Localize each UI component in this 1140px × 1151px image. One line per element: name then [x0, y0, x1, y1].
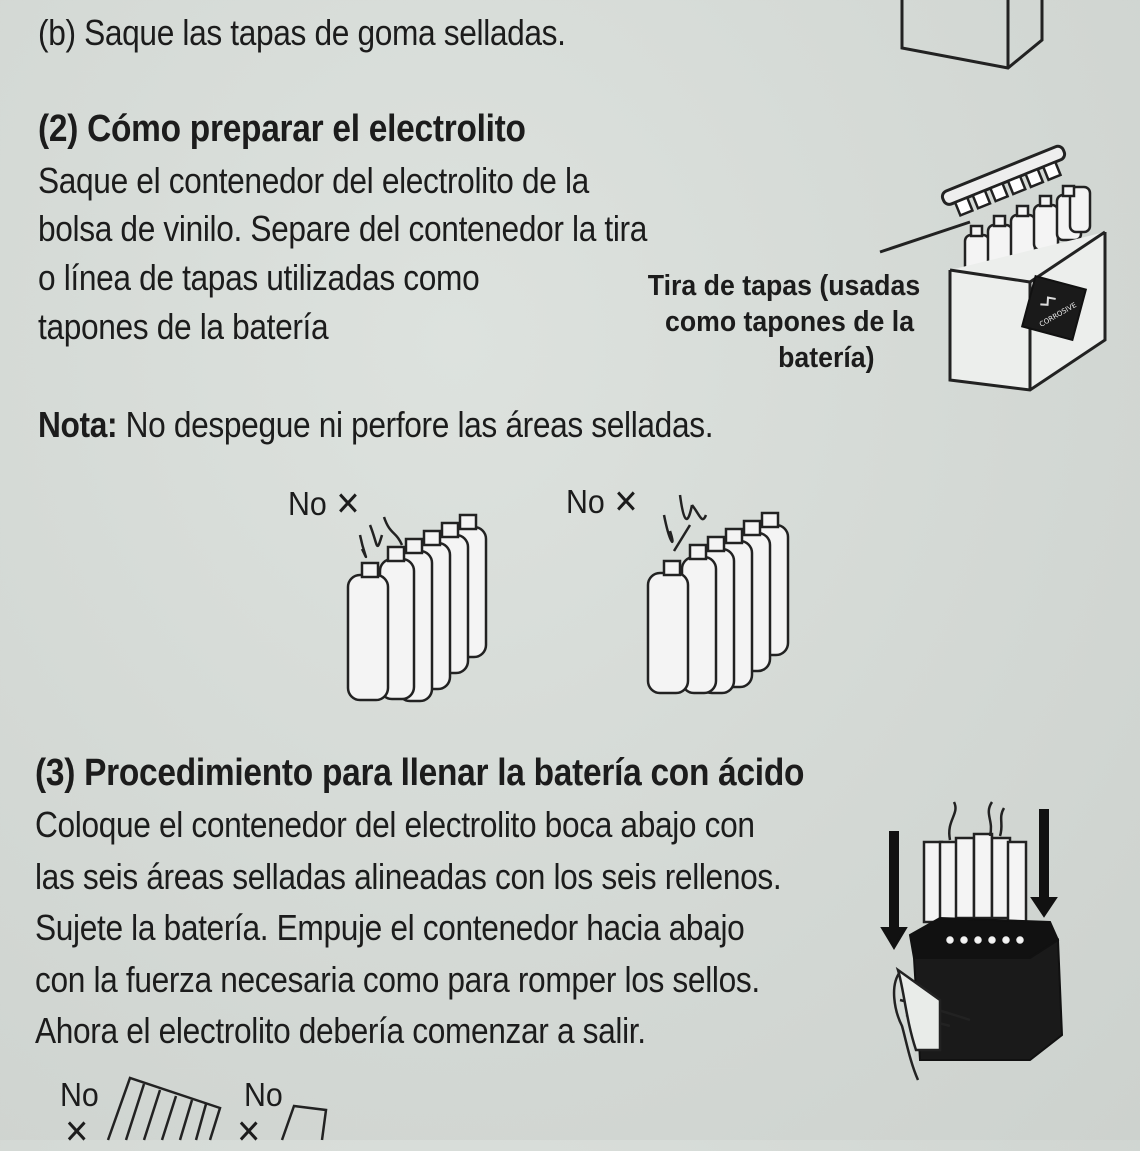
section-2-line-4: tapones de la batería [38, 306, 329, 347]
corrosive-label: CORROSIVE [1038, 301, 1078, 329]
section-3-line-3: Sujete la batería. Empuje el contenedor hacia abajo [35, 907, 745, 948]
section-2-line-1: Saque el contenedor del electrolito de la [38, 160, 589, 201]
section-3-line-1: Coloque el contenedor del electrolito boca abajo con [35, 804, 755, 845]
no-label: No [566, 483, 605, 520]
note-body: No despegue ni perfore las áreas selladas. [117, 404, 714, 445]
cross-mark-icon: ✕ [613, 483, 639, 520]
bottom-figure-1-label: No [60, 1076, 99, 1113]
no-label: No [288, 485, 327, 522]
note-prefix: Nota: [38, 404, 118, 445]
cross-mark-icon: ✕ [335, 485, 361, 522]
section-3-line-4: con la fuerza necesaria como para romper los sellos. [35, 959, 760, 1000]
caption-line-2: como tapones de la [664, 306, 915, 338]
rubber-cap-box-illustration [890, 0, 1050, 80]
section-2-line-3: o línea de tapas utilizadas como [38, 257, 480, 298]
section-3-heading: (3) Procedimiento para llenar la batería con ácido [35, 752, 805, 794]
bottles-pierced-illustration-1 [330, 505, 505, 705]
bottom-figure-1-cross-icon: ✕ [64, 1113, 90, 1150]
note-text [38, 400, 713, 450]
section-2-heading: (2) Cómo preparar el electrolito [38, 108, 526, 150]
section-3-line-5: Ahora el electrolito debería comenzar a salir. [35, 1010, 646, 1051]
caption-line-1: Tira de tapas (usadas [647, 270, 921, 302]
electrolyte-box-illustration [870, 140, 1120, 400]
bottles-pierced-illustration-2 [630, 485, 805, 700]
caption-line-3: batería) [778, 342, 875, 374]
section-2-line-2: bolsa de vinilo. Separe del contenedor la tira [38, 208, 648, 249]
bottom-figure-2-cross-icon: ✕ [236, 1113, 262, 1150]
bottom-bottle-illustration-2 [278, 1098, 338, 1140]
step-1b-text: (b) Saque las tapas de goma selladas. [38, 12, 566, 53]
bottom-bottles-illustration-1 [100, 1070, 230, 1140]
battery-filling-illustration [880, 800, 1070, 1085]
note-figure-2-label [566, 482, 639, 521]
section-3-line-2: las seis áreas selladas alineadas con los seis rellenos. [35, 856, 782, 897]
bottom-figure-2-label: No [244, 1076, 283, 1113]
